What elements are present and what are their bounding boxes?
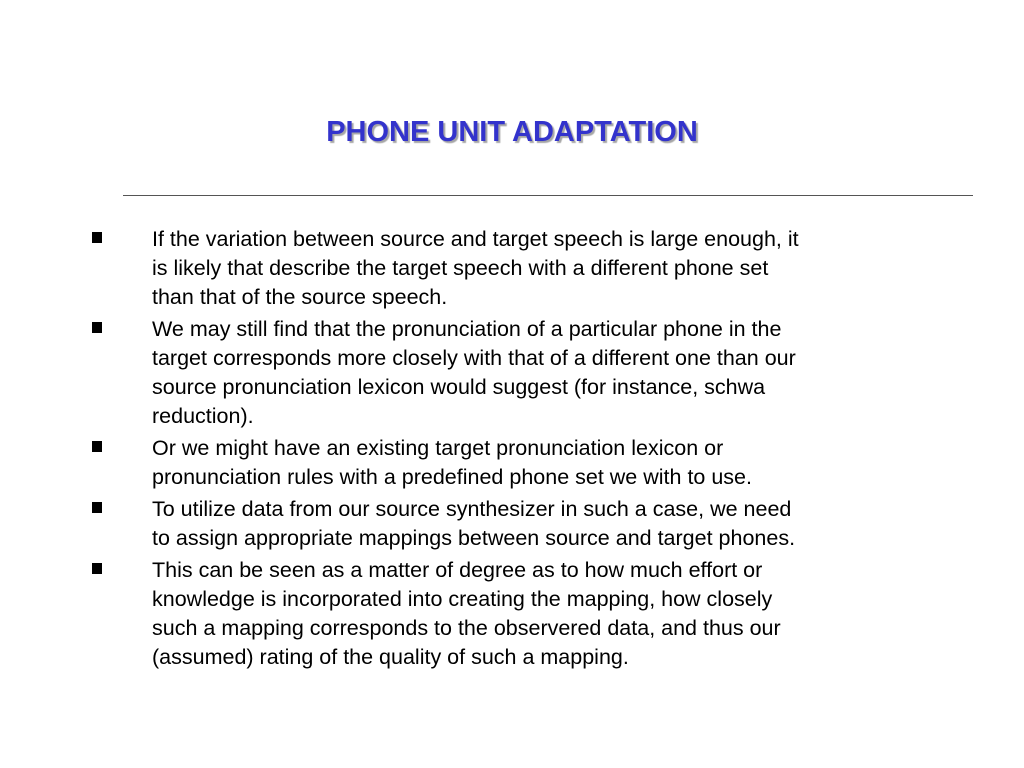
bullet-item — [0, 315, 1024, 431]
bullet-text: This can be seen as a matter of degree as to how much effort or knowledge is incorporated into creating the mapping, how closely such a mapping corresponds to the observered data, and thus our (assumed) rating of the quality of such a mapping. — [152, 558, 781, 669]
bullet-item — [0, 556, 1024, 672]
square-bullet-icon — [92, 232, 102, 243]
square-bullet-icon — [92, 563, 102, 574]
square-bullet-icon — [92, 322, 102, 333]
bullet-item — [0, 495, 1024, 553]
title-divider — [123, 195, 973, 196]
slide-title: PHONE UNIT ADAPTATION — [326, 116, 698, 148]
bullet-text: We may still find that the pronunciation of a particular phone in the target corresponds more closely with that of a different one than our source pronunciation lexicon would suggest (for instance, schwa reduction). — [152, 317, 796, 428]
bullet-item — [0, 225, 1024, 312]
bullet-item — [0, 434, 1024, 492]
square-bullet-icon — [92, 502, 102, 513]
bullet-text: To utilize data from our source synthesizer in such a case, we need to assign appropriate mappings between source and target phones. — [152, 497, 796, 550]
bullet-list — [0, 225, 1024, 675]
bullet-text: If the variation between source and target speech is large enough, it is likely that describe the target speech with a different phone set than that of the source speech. — [152, 227, 799, 309]
bullet-text: Or we might have an existing target pronunciation lexicon or pronunciation rules with a predefined phone set we with to use. — [152, 436, 752, 489]
square-bullet-icon — [92, 441, 102, 452]
